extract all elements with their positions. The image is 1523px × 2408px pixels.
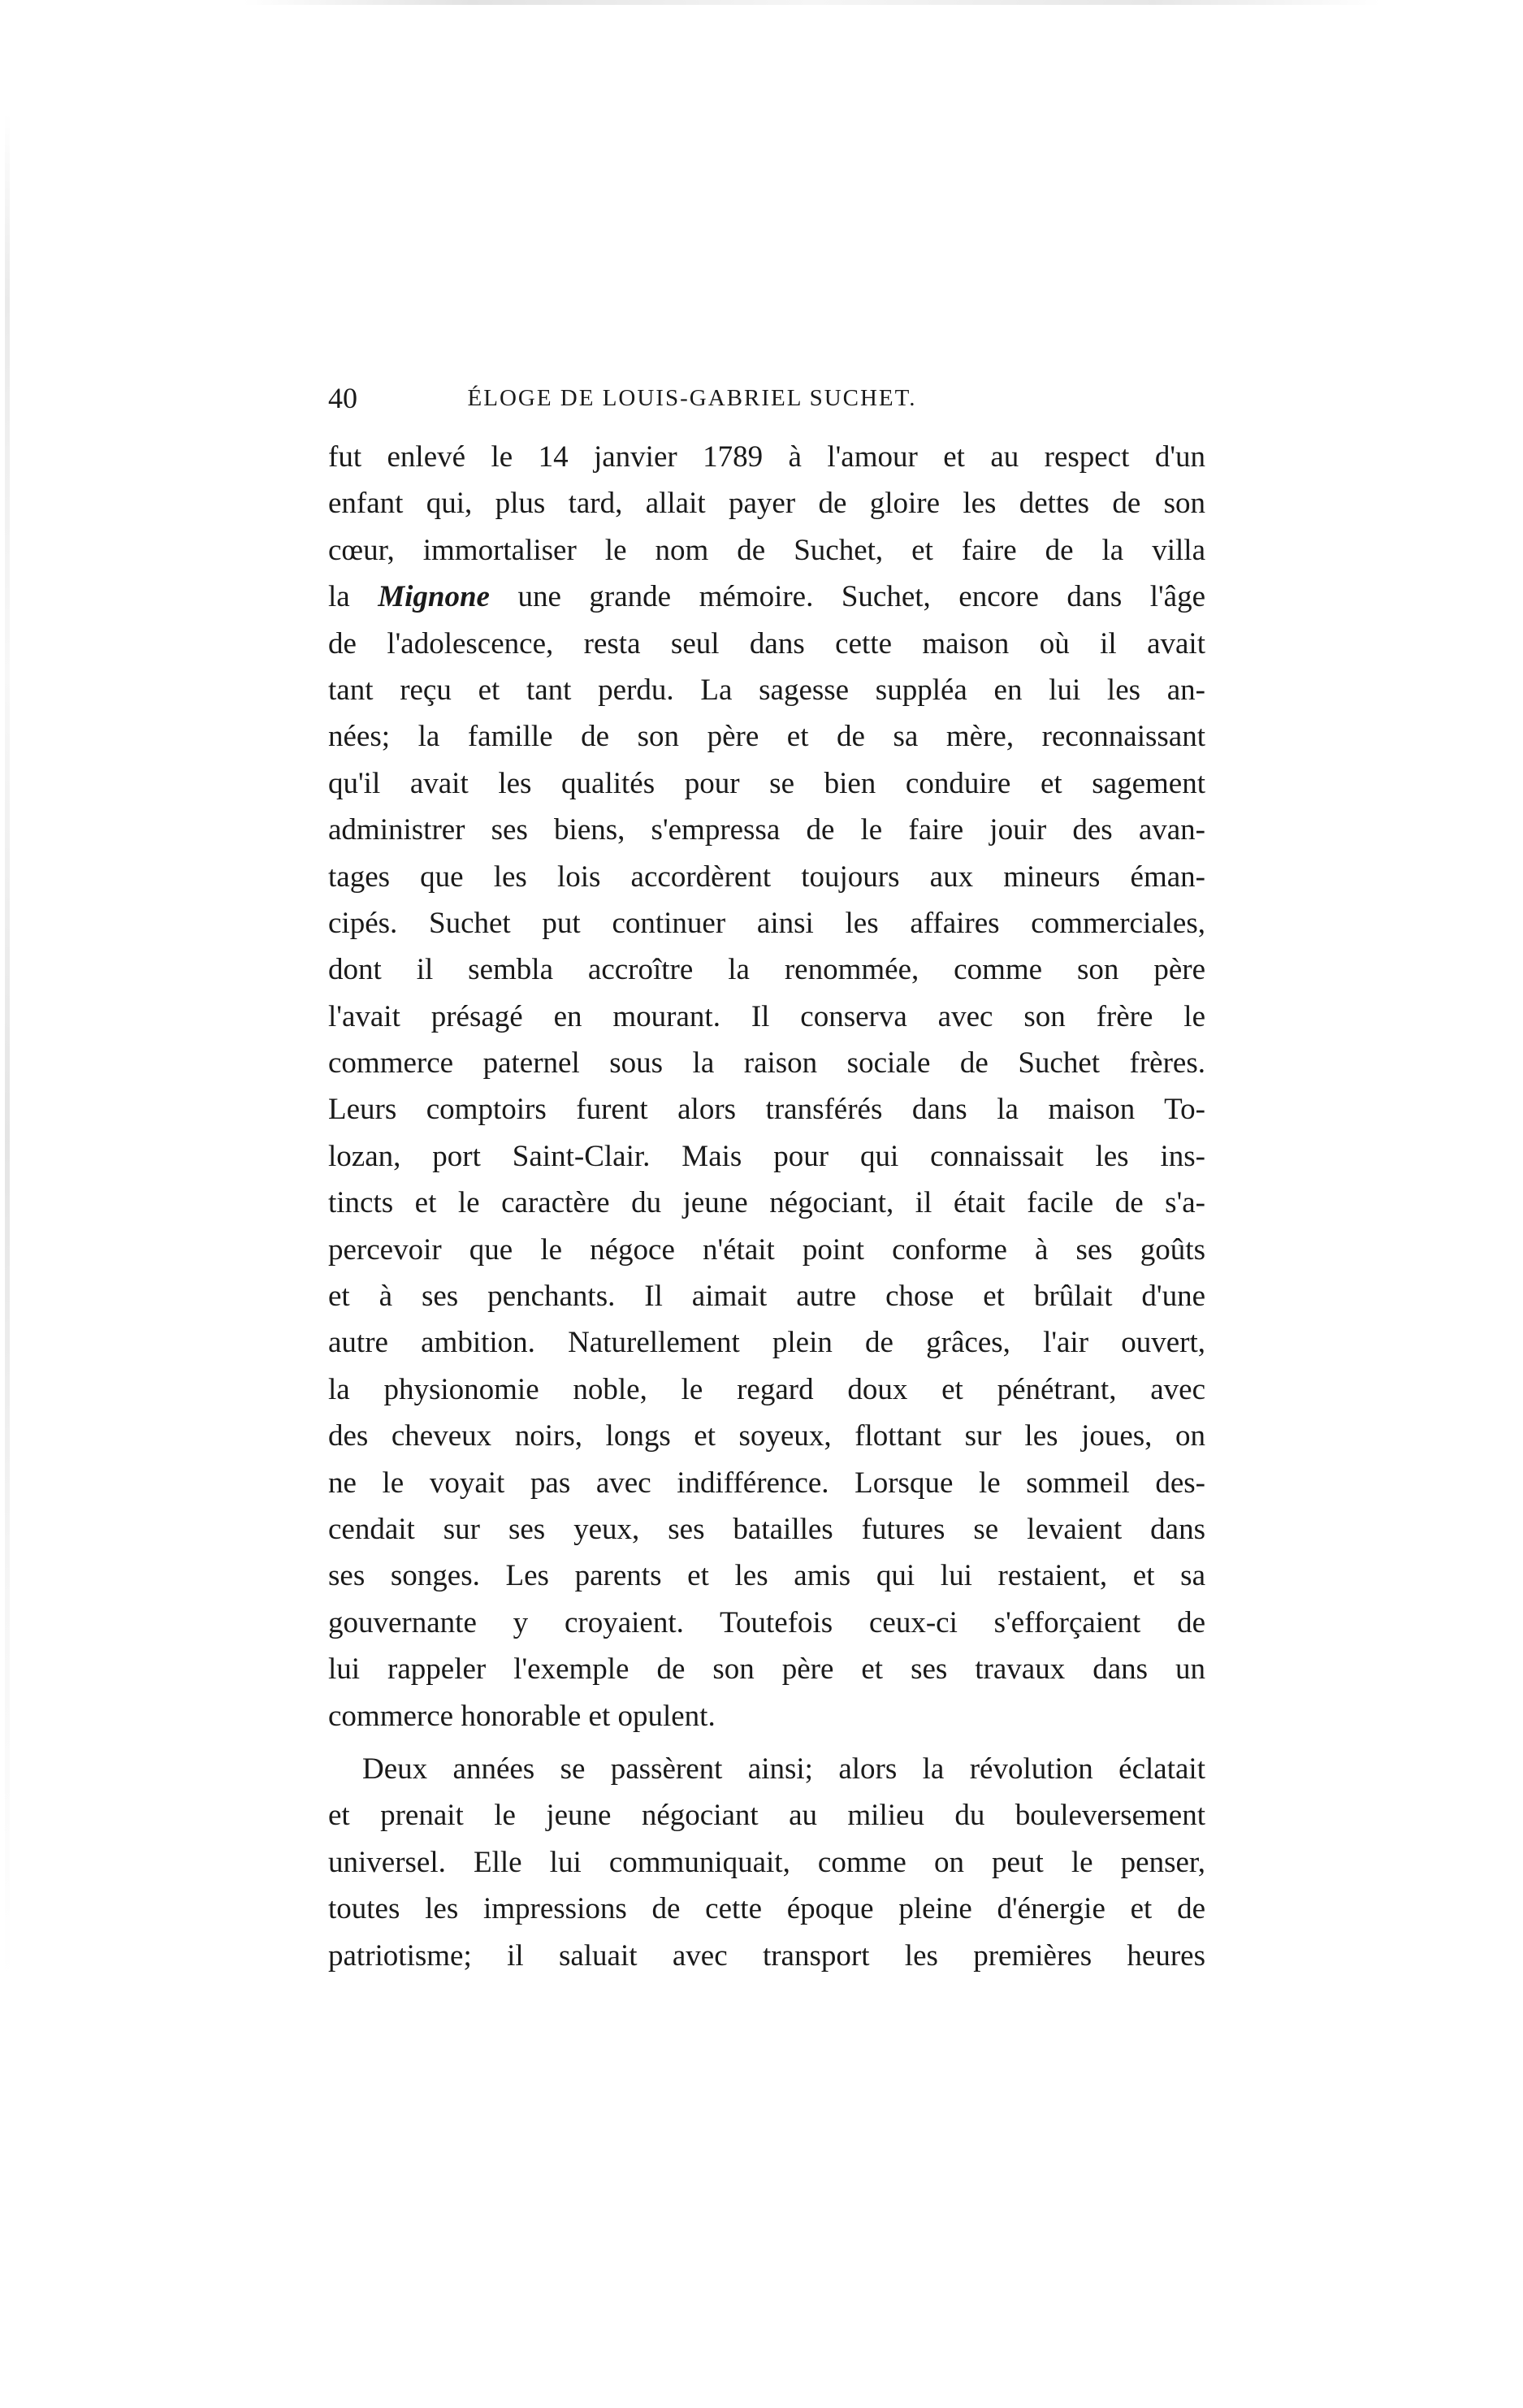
text-line: des cheveux noirs, longs et soyeux, flottant sur les joues, on [328,1419,1205,1453]
text-line: commerce paternel sous la raison sociale de Suchet frères. [328,1046,1205,1081]
text-line: ses songes. Les parents et les amis qui lui restaient, et sa [328,1559,1205,1593]
text-line: ne le voyait pas avec indifférence. Lorsque le sommeil des- [328,1466,1205,1500]
text-line: l'avait présagé en mourant. Il conserva avec son frère le [328,999,1205,1033]
text-line: tages que les lois accordèrent toujours aux mineurs éman- [328,860,1205,894]
text-line: lozan, port Saint-Clair. Mais pour qui connaissait les ins- [328,1139,1205,1173]
text-line: administrer ses biens, s'empressa de le faire jouir des avan- [328,813,1205,847]
text-line: fut enlevé le 14 janvier 1789 à l'amour et au respect d'un [328,440,1205,474]
text-line: Leurs comptoirs furent alors transférés dans la maison To- [328,1093,1205,1127]
page-number: 40 [328,382,357,414]
text-line: nées; la famille de son père et de sa mère, reconnaissant [328,720,1205,754]
line-prefix: la [328,580,379,614]
text-line: et à ses penchants. Il aimait autre chose et brûlait d'une [328,1280,1205,1314]
emphasized-villa-name: Mignone [378,580,490,614]
running-title: ÉLOGE DE LOUIS-GABRIEL SUCHET. [467,385,917,411]
text-line: tant reçu et tant perdu. La sagesse suppléa en lui les an- [328,673,1205,707]
text-line: Deux années se passèrent ainsi; alors la révolution éclatait [362,1752,1205,1786]
text-line: qu'il avait les qualités pour se bien conduire et sagement [328,766,1205,800]
text-line: cendait sur ses yeux, ses batailles futures se levaient dans [328,1512,1205,1546]
text-line: patriotisme; il saluait avec transport les premières heures [328,1938,1205,1973]
text-line: toutes les impressions de cette époque pleine d'énergie et de [328,1892,1205,1926]
page-header [328,380,1007,416]
text-line-with-emphasis [328,574,1205,620]
text-line: cœur, immortaliser le nom de Suchet, et faire de la villa [328,533,1205,567]
text-line: cipés. Suchet put continuer ainsi les affaires commerciales, [328,906,1205,940]
text-line: autre ambition. Naturellement plein de grâces, l'air ouvert, [328,1326,1205,1360]
scan-edge-top [244,0,1381,5]
body-text [328,434,1205,1979]
text-line: enfant qui, plus tard, allait payer de gloire les dettes de son [328,487,1205,521]
text-line: commerce honorable et opulent. [328,1699,716,1733]
text-line: tincts et le caractère du jeune négociant, il était facile de s'a- [328,1186,1205,1220]
paragraph-gap [328,1739,1205,1746]
text-line: de l'adolescence, resta seul dans cette maison où il avait [328,626,1205,660]
text-line: lui rappeler l'exemple de son père et ses travaux dans un [328,1652,1205,1687]
line-rest: une grande mémoire. Suchet, encore dans l'âge [489,580,1206,614]
text-line: universel. Elle lui communiquait, comme on peut le penser, [328,1845,1205,1879]
scan-edge-left [5,114,10,1982]
text-line: gouvernante y croyaient. Toutefois ceux-ci s'efforçaient de [328,1605,1205,1639]
text-line: la physionomie noble, le regard doux et pénétrant, avec [328,1372,1205,1406]
text-line: dont il sembla accroître la renommée, comme son père [328,953,1205,987]
text-line: et prenait le jeune négociant au milieu du bouleversement [328,1799,1205,1833]
text-line: percevoir que le négoce n'était point conforme à ses goûts [328,1232,1205,1267]
